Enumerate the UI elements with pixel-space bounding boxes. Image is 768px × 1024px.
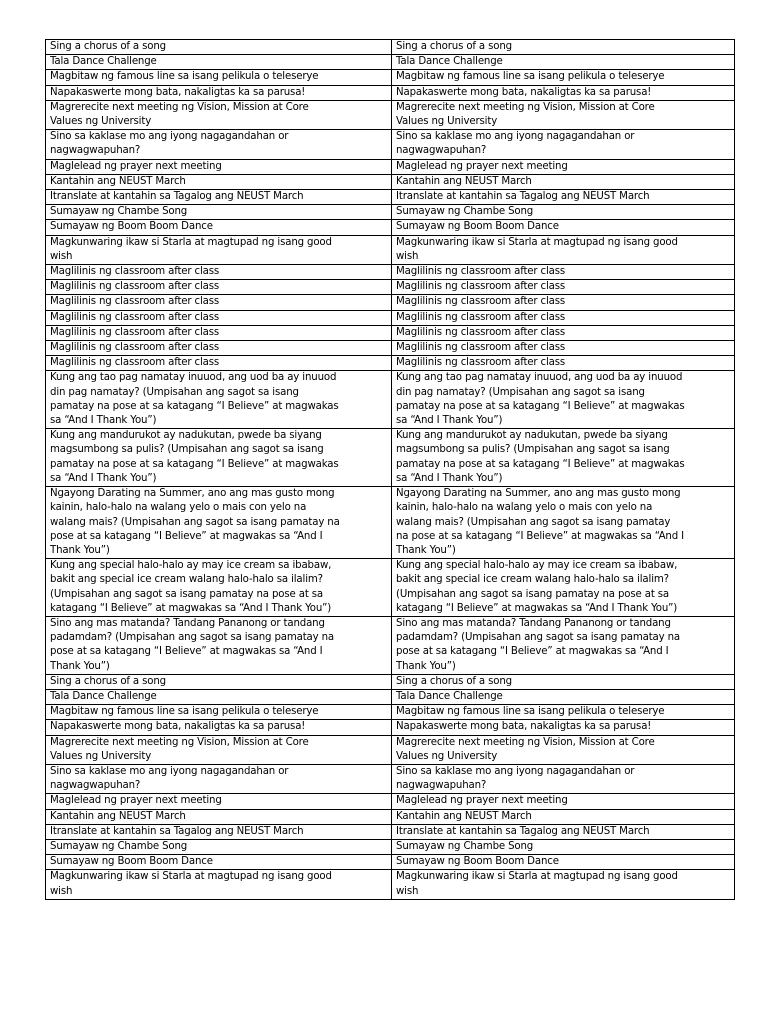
table-row <box>46 310 735 325</box>
table-row <box>46 674 735 689</box>
cell-right: Kantahin ang NEUST March <box>392 174 735 189</box>
table-row <box>46 764 735 793</box>
cell-right: Sino sa kaklase mo ang iyong nagagandahan or nagwagwapuhan? <box>392 130 735 159</box>
table-row <box>46 809 735 824</box>
cell-right: Kung ang tao pag namatay inuuod, ang uod ba ay inuuod din pag namatay? (Umpisahan ang sagot sa isang pamatay na pose at sa katagang “I Believe” at magwakas sa “And I Thank You”) <box>392 371 735 429</box>
table-row <box>46 295 735 310</box>
cell-left: Maglilinis ng classroom after class <box>46 325 392 340</box>
table-row <box>46 735 735 764</box>
table-row <box>46 220 735 235</box>
cell-left: Magbitaw ng famous line sa isang pelikula o teleserye <box>46 705 392 720</box>
cell-right: Sumayaw ng Boom Boom Dance <box>392 220 735 235</box>
cell-left: Kung ang mandurukot ay nadukutan, pwede ba siyang magsumbong sa pulis? (Umpisahan ang sagot sa isang pamatay na pose at sa katagang “I Believe” at magwakas sa “And I Thank You”) <box>46 429 392 487</box>
cell-right: Itranslate at kantahin sa Tagalog ang NEUST March <box>392 190 735 205</box>
table-row <box>46 325 735 340</box>
table-row <box>46 794 735 809</box>
cell-left: Itranslate at kantahin sa Tagalog ang NEUST March <box>46 824 392 839</box>
cell-right: Kung ang mandurukot ay nadukutan, pwede ba siyang magsumbong sa pulis? (Umpisahan ang sagot sa isang pamatay na pose at sa katagang “I Believe” at magwakas sa “And I Thank You”) <box>392 429 735 487</box>
cell-left: Ngayong Darating na Summer, ano ang mas gusto mong kainin, halo-halo na walang yelo o mais con yelo na walang mais? (Umpisahan ang sagot sa isang pamatay na pose at sa katagang “I Believe” at magwakas sa “And I Thank You”) <box>46 487 392 559</box>
cell-right: Tala Dance Challenge <box>392 689 735 704</box>
cell-right: Kantahin ang NEUST March <box>392 809 735 824</box>
cell-right: Sumayaw ng Chambe Song <box>392 839 735 854</box>
table-row <box>46 616 735 674</box>
cell-right: Magkunwaring ikaw si Starla at magtupad ng isang good wish <box>392 235 735 264</box>
cell-left: Maglelead ng prayer next meeting <box>46 159 392 174</box>
cell-left: Magbitaw ng famous line sa isang pelikula o teleserye <box>46 70 392 85</box>
cell-left: Napakaswerte mong bata, nakaligtas ka sa parusa! <box>46 720 392 735</box>
cell-right: Magkunwaring ikaw si Starla at magtupad ng isang good wish <box>392 870 735 899</box>
table-row <box>46 839 735 854</box>
cell-left: Maglilinis ng classroom after class <box>46 295 392 310</box>
cell-right: Ngayong Darating na Summer, ano ang mas gusto mong kainin, halo-halo na walang yelo o mais con yelo na walang mais? (Umpisahan ang sagot sa isang pamatay na pose at sa katagang “I Believe” at magwakas sa “And I Thank You”) <box>392 487 735 559</box>
dare-table <box>45 39 735 900</box>
cell-right: Maglilinis ng classroom after class <box>392 325 735 340</box>
cell-right: Maglelead ng prayer next meeting <box>392 159 735 174</box>
cell-left: Maglilinis ng classroom after class <box>46 265 392 280</box>
cell-right: Napakaswerte mong bata, nakaligtas ka sa parusa! <box>392 720 735 735</box>
cell-right: Maglilinis ng classroom after class <box>392 265 735 280</box>
cell-left: Magkunwaring ikaw si Starla at magtupad ng isang good wish <box>46 235 392 264</box>
table-row <box>46 85 735 100</box>
cell-left: Maglilinis ng classroom after class <box>46 310 392 325</box>
cell-left: Sing a chorus of a song <box>46 674 392 689</box>
cell-right: Itranslate at kantahin sa Tagalog ang NEUST March <box>392 824 735 839</box>
table-row <box>46 70 735 85</box>
cell-left: Kantahin ang NEUST March <box>46 174 392 189</box>
cell-left: Sing a chorus of a song <box>46 40 392 55</box>
cell-right: Magrerecite next meeting ng Vision, Mission at Core Values ng University <box>392 735 735 764</box>
cell-right: Maglelead ng prayer next meeting <box>392 794 735 809</box>
cell-right: Sing a chorus of a song <box>392 40 735 55</box>
cell-left: Kung ang tao pag namatay inuuod, ang uod ba ay inuuod din pag namatay? (Umpisahan ang sagot sa isang pamatay na pose at sa katagang “I Believe” at magwakas sa “And I Thank You”) <box>46 371 392 429</box>
table-row <box>46 205 735 220</box>
cell-left: Tala Dance Challenge <box>46 689 392 704</box>
cell-left: Maglilinis ng classroom after class <box>46 356 392 371</box>
table-row <box>46 487 735 559</box>
cell-right: Sino ang mas matanda? Tandang Pananong or tandang padamdam? (Umpisahan ang sagot sa isang pamatay na pose at sa katagang “I Believe” at magwakas sa “And I Thank You”) <box>392 616 735 674</box>
cell-right: Kung ang special halo-halo ay may ice cream sa ibabaw, bakit ang special ice cream walang halo-halo sa ilalim? (Umpisahan ang sagot sa isang pamatay na pose at sa katagang “I Believe” at magwakas sa “And I Thank You”) <box>392 559 735 617</box>
table-row <box>46 40 735 55</box>
cell-left: Sumayaw ng Chambe Song <box>46 839 392 854</box>
table-row <box>46 159 735 174</box>
cell-right: Magbitaw ng famous line sa isang pelikula o teleserye <box>392 70 735 85</box>
cell-left: Napakaswerte mong bata, nakaligtas ka sa parusa! <box>46 85 392 100</box>
cell-right: Sing a chorus of a song <box>392 674 735 689</box>
cell-right: Napakaswerte mong bata, nakaligtas ka sa parusa! <box>392 85 735 100</box>
table-row <box>46 174 735 189</box>
cell-right: Maglilinis ng classroom after class <box>392 341 735 356</box>
table-row <box>46 559 735 617</box>
table-row <box>46 55 735 70</box>
cell-right: Sumayaw ng Boom Boom Dance <box>392 855 735 870</box>
table-row <box>46 855 735 870</box>
table-row <box>46 870 735 899</box>
table-row <box>46 280 735 295</box>
table-row <box>46 356 735 371</box>
cell-right: Magrerecite next meeting ng Vision, Mission at Core Values ng University <box>392 100 735 129</box>
cell-right: Maglilinis ng classroom after class <box>392 295 735 310</box>
table-row <box>46 824 735 839</box>
cell-right: Sumayaw ng Chambe Song <box>392 205 735 220</box>
cell-left: Maglilinis ng classroom after class <box>46 280 392 295</box>
cell-left: Sino ang mas matanda? Tandang Pananong or tandang padamdam? (Umpisahan ang sagot sa isang pamatay na pose at sa katagang “I Believe” at magwakas sa “And I Thank You”) <box>46 616 392 674</box>
table-row <box>46 130 735 159</box>
table-row <box>46 429 735 487</box>
cell-left: Magrerecite next meeting ng Vision, Mission at Core Values ng University <box>46 735 392 764</box>
cell-right: Maglilinis ng classroom after class <box>392 356 735 371</box>
cell-left: Sumayaw ng Chambe Song <box>46 205 392 220</box>
cell-left: Itranslate at kantahin sa Tagalog ang NEUST March <box>46 190 392 205</box>
cell-left: Maglelead ng prayer next meeting <box>46 794 392 809</box>
cell-left: Maglilinis ng classroom after class <box>46 341 392 356</box>
table-row <box>46 341 735 356</box>
cell-right: Maglilinis ng classroom after class <box>392 310 735 325</box>
dare-table-body <box>46 40 735 900</box>
cell-left: Magkunwaring ikaw si Starla at magtupad ng isang good wish <box>46 870 392 899</box>
table-row <box>46 705 735 720</box>
cell-right: Maglilinis ng classroom after class <box>392 280 735 295</box>
table-row <box>46 100 735 129</box>
table-row <box>46 265 735 280</box>
cell-left: Sumayaw ng Boom Boom Dance <box>46 855 392 870</box>
cell-right: Magbitaw ng famous line sa isang pelikula o teleserye <box>392 705 735 720</box>
cell-left: Magrerecite next meeting ng Vision, Mission at Core Values ng University <box>46 100 392 129</box>
cell-left: Sino sa kaklase mo ang iyong nagagandahan or nagwagwapuhan? <box>46 130 392 159</box>
cell-right: Sino sa kaklase mo ang iyong nagagandahan or nagwagwapuhan? <box>392 764 735 793</box>
table-row <box>46 371 735 429</box>
table-row <box>46 689 735 704</box>
table-row <box>46 190 735 205</box>
table-row <box>46 720 735 735</box>
cell-left: Sumayaw ng Boom Boom Dance <box>46 220 392 235</box>
cell-left: Tala Dance Challenge <box>46 55 392 70</box>
cell-left: Kung ang special halo-halo ay may ice cream sa ibabaw, bakit ang special ice cream walang halo-halo sa ilalim? (Umpisahan ang sagot sa isang pamatay na pose at sa katagang “I Believe” at magwakas sa “And I Thank You”) <box>46 559 392 617</box>
table-row <box>46 235 735 264</box>
cell-left: Sino sa kaklase mo ang iyong nagagandahan or nagwagwapuhan? <box>46 764 392 793</box>
cell-left: Kantahin ang NEUST March <box>46 809 392 824</box>
cell-right: Tala Dance Challenge <box>392 55 735 70</box>
